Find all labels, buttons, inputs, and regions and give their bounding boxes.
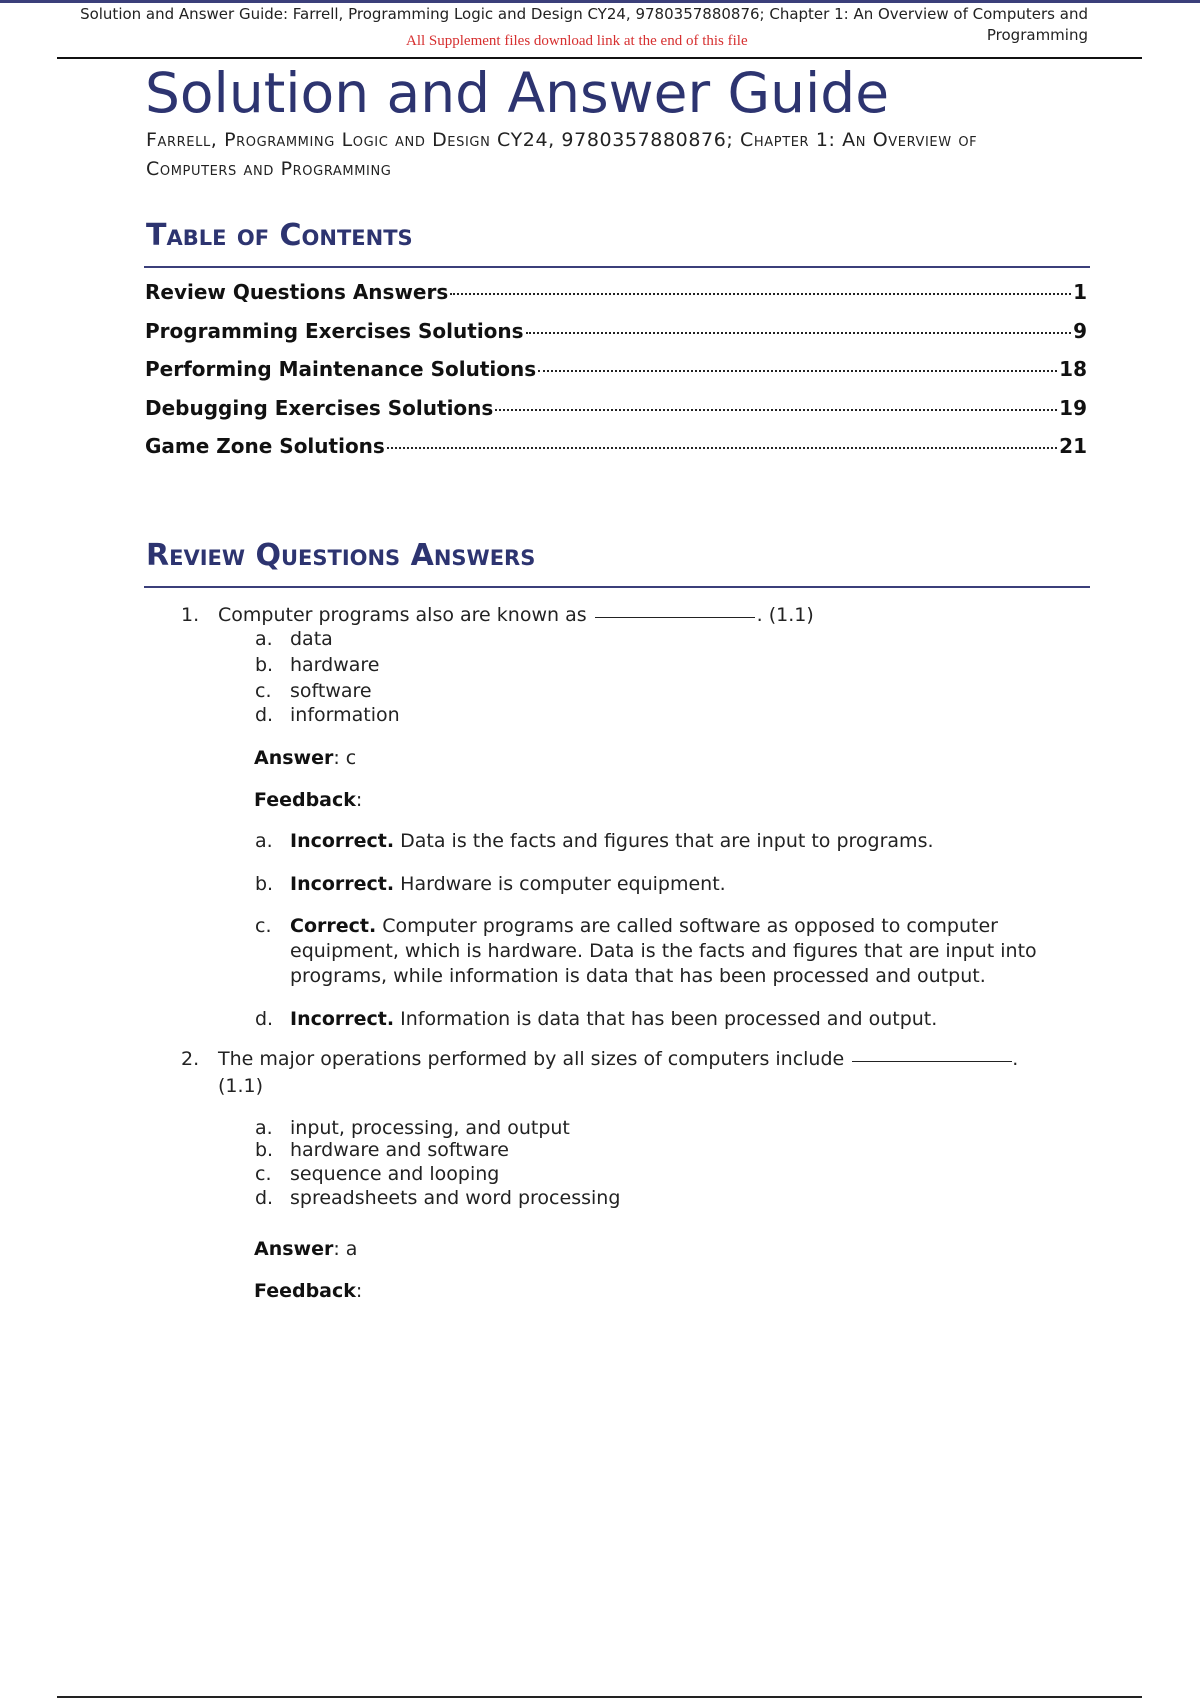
review-questions-heading: Review Questions Answers	[146, 538, 536, 573]
feedback-verdict: Incorrect.	[290, 1008, 395, 1030]
toc-entry-page: 9	[1073, 318, 1087, 343]
toc-entry-label: Debugging Exercises Solutions	[145, 395, 494, 420]
toc-entry-page: 1	[1073, 280, 1087, 304]
feedback-text: Data is the facts and figures that are input to programs.	[400, 830, 934, 852]
feedback-item	[290, 914, 1090, 989]
toc-entry-page: 18	[1059, 357, 1087, 381]
toc-divider	[144, 266, 1090, 268]
question-text	[218, 1047, 1018, 1072]
answer-blank	[852, 1061, 1012, 1062]
answer-value: : c	[333, 747, 357, 769]
toc-heading: Table of Contents	[146, 218, 413, 253]
feedback-line	[254, 1279, 362, 1304]
toc-entry-label: Programming Exercises Solutions	[145, 318, 524, 343]
toc-entry-label: Game Zone Solutions	[145, 434, 385, 458]
question-suffix: .	[1012, 1048, 1019, 1070]
review-questions-divider	[144, 586, 1090, 588]
feedback-colon: :	[355, 789, 363, 811]
toc-leader-dots	[450, 293, 1071, 295]
feedback-letter: c.	[255, 915, 272, 937]
answer-line	[254, 1237, 357, 1262]
answer-line	[254, 746, 356, 771]
top-border	[0, 0, 1200, 3]
feedback-letter: b.	[255, 873, 274, 895]
feedback-text: Computer programs are called software as opposed to computer equipment, which is hardware. Data is the facts and figures that are input into programs, while information is data that has been processed and output.	[290, 915, 1037, 987]
download-notice: All Supplement files download link at the end of this file	[406, 33, 748, 49]
question-number: 1.	[181, 604, 200, 626]
feedback-label: Feedback	[254, 789, 356, 811]
toc-leader-dots	[526, 332, 1072, 334]
option-text: software	[290, 680, 372, 702]
question-reference: (1.1)	[218, 1075, 264, 1097]
option-text: input, processing, and output	[290, 1117, 570, 1139]
toc-leader-dots	[495, 409, 1057, 411]
toc-entry-debugging-exercises[interactable]	[145, 396, 1087, 435]
toc-entry-label: Review Questions Answers	[145, 280, 449, 304]
option-letter: b.	[255, 654, 274, 676]
option-letter: d.	[255, 1187, 274, 1209]
feedback-text: Hardware is computer equipment.	[400, 873, 726, 895]
answer-value: : a	[333, 1238, 358, 1260]
answer-label: Answer	[254, 747, 334, 769]
answer-blank	[595, 617, 755, 618]
feedback-label: Feedback	[254, 1280, 356, 1302]
question-suffix: . (1.1)	[756, 604, 814, 626]
feedback-item	[290, 829, 1090, 854]
option-text: hardware	[290, 654, 380, 676]
option-text: information	[290, 704, 400, 726]
table-of-contents	[145, 280, 1087, 473]
feedback-item	[290, 872, 1090, 897]
toc-entry-performing-maintenance[interactable]	[145, 357, 1087, 396]
footer-divider	[57, 1696, 1142, 1698]
option-letter: d.	[255, 704, 274, 726]
option-letter: c.	[255, 680, 272, 702]
feedback-item	[290, 1007, 1090, 1032]
running-header	[36, 4, 1088, 49]
toc-entry-game-zone[interactable]	[145, 434, 1087, 473]
feedback-colon: :	[355, 1280, 363, 1302]
feedback-letter: d.	[255, 1008, 274, 1030]
option-text: hardware and software	[290, 1139, 509, 1161]
document-title: Solution and Answer Guide	[145, 61, 890, 125]
feedback-verdict: Incorrect.	[290, 830, 395, 852]
feedback-letter: a.	[255, 830, 273, 852]
feedback-text: Information is data that has been processed and output.	[400, 1008, 938, 1030]
option-letter: a.	[255, 1117, 273, 1139]
question-stem: Computer programs also are known as	[218, 604, 587, 626]
question-number: 2.	[181, 1048, 200, 1070]
option-text: spreadsheets and word processing	[290, 1187, 621, 1209]
option-text: data	[290, 628, 333, 650]
toc-leader-dots	[538, 370, 1057, 372]
toc-entry-page: 21	[1059, 434, 1087, 458]
feedback-line	[254, 788, 362, 813]
option-letter: a.	[255, 628, 273, 650]
question-text	[218, 603, 814, 628]
running-title: Solution and Answer Guide: Farrell, Programming Logic and Design CY24, 9780357880876; Chapter 1: An Overview of Computers and Programming	[80, 5, 1088, 44]
option-text: sequence and looping	[290, 1163, 500, 1185]
question-stem: The major operations performed by all sizes of computers include	[218, 1048, 845, 1070]
answer-label: Answer	[254, 1238, 334, 1260]
document-subtitle: Farrell, Programming Logic and Design CY24, 9780357880876; Chapter 1: An Overview of Computers and Programming	[146, 129, 978, 180]
toc-entry-page: 19	[1059, 395, 1087, 420]
option-letter: b.	[255, 1139, 274, 1161]
toc-entry-review-questions[interactable]	[145, 280, 1087, 319]
feedback-verdict: Correct.	[290, 915, 377, 937]
toc-entry-programming-exercises[interactable]	[145, 319, 1087, 358]
feedback-verdict: Incorrect.	[290, 873, 395, 895]
option-letter: c.	[255, 1163, 272, 1185]
toc-entry-label: Performing Maintenance Solutions	[145, 357, 537, 381]
toc-leader-dots	[387, 447, 1057, 449]
